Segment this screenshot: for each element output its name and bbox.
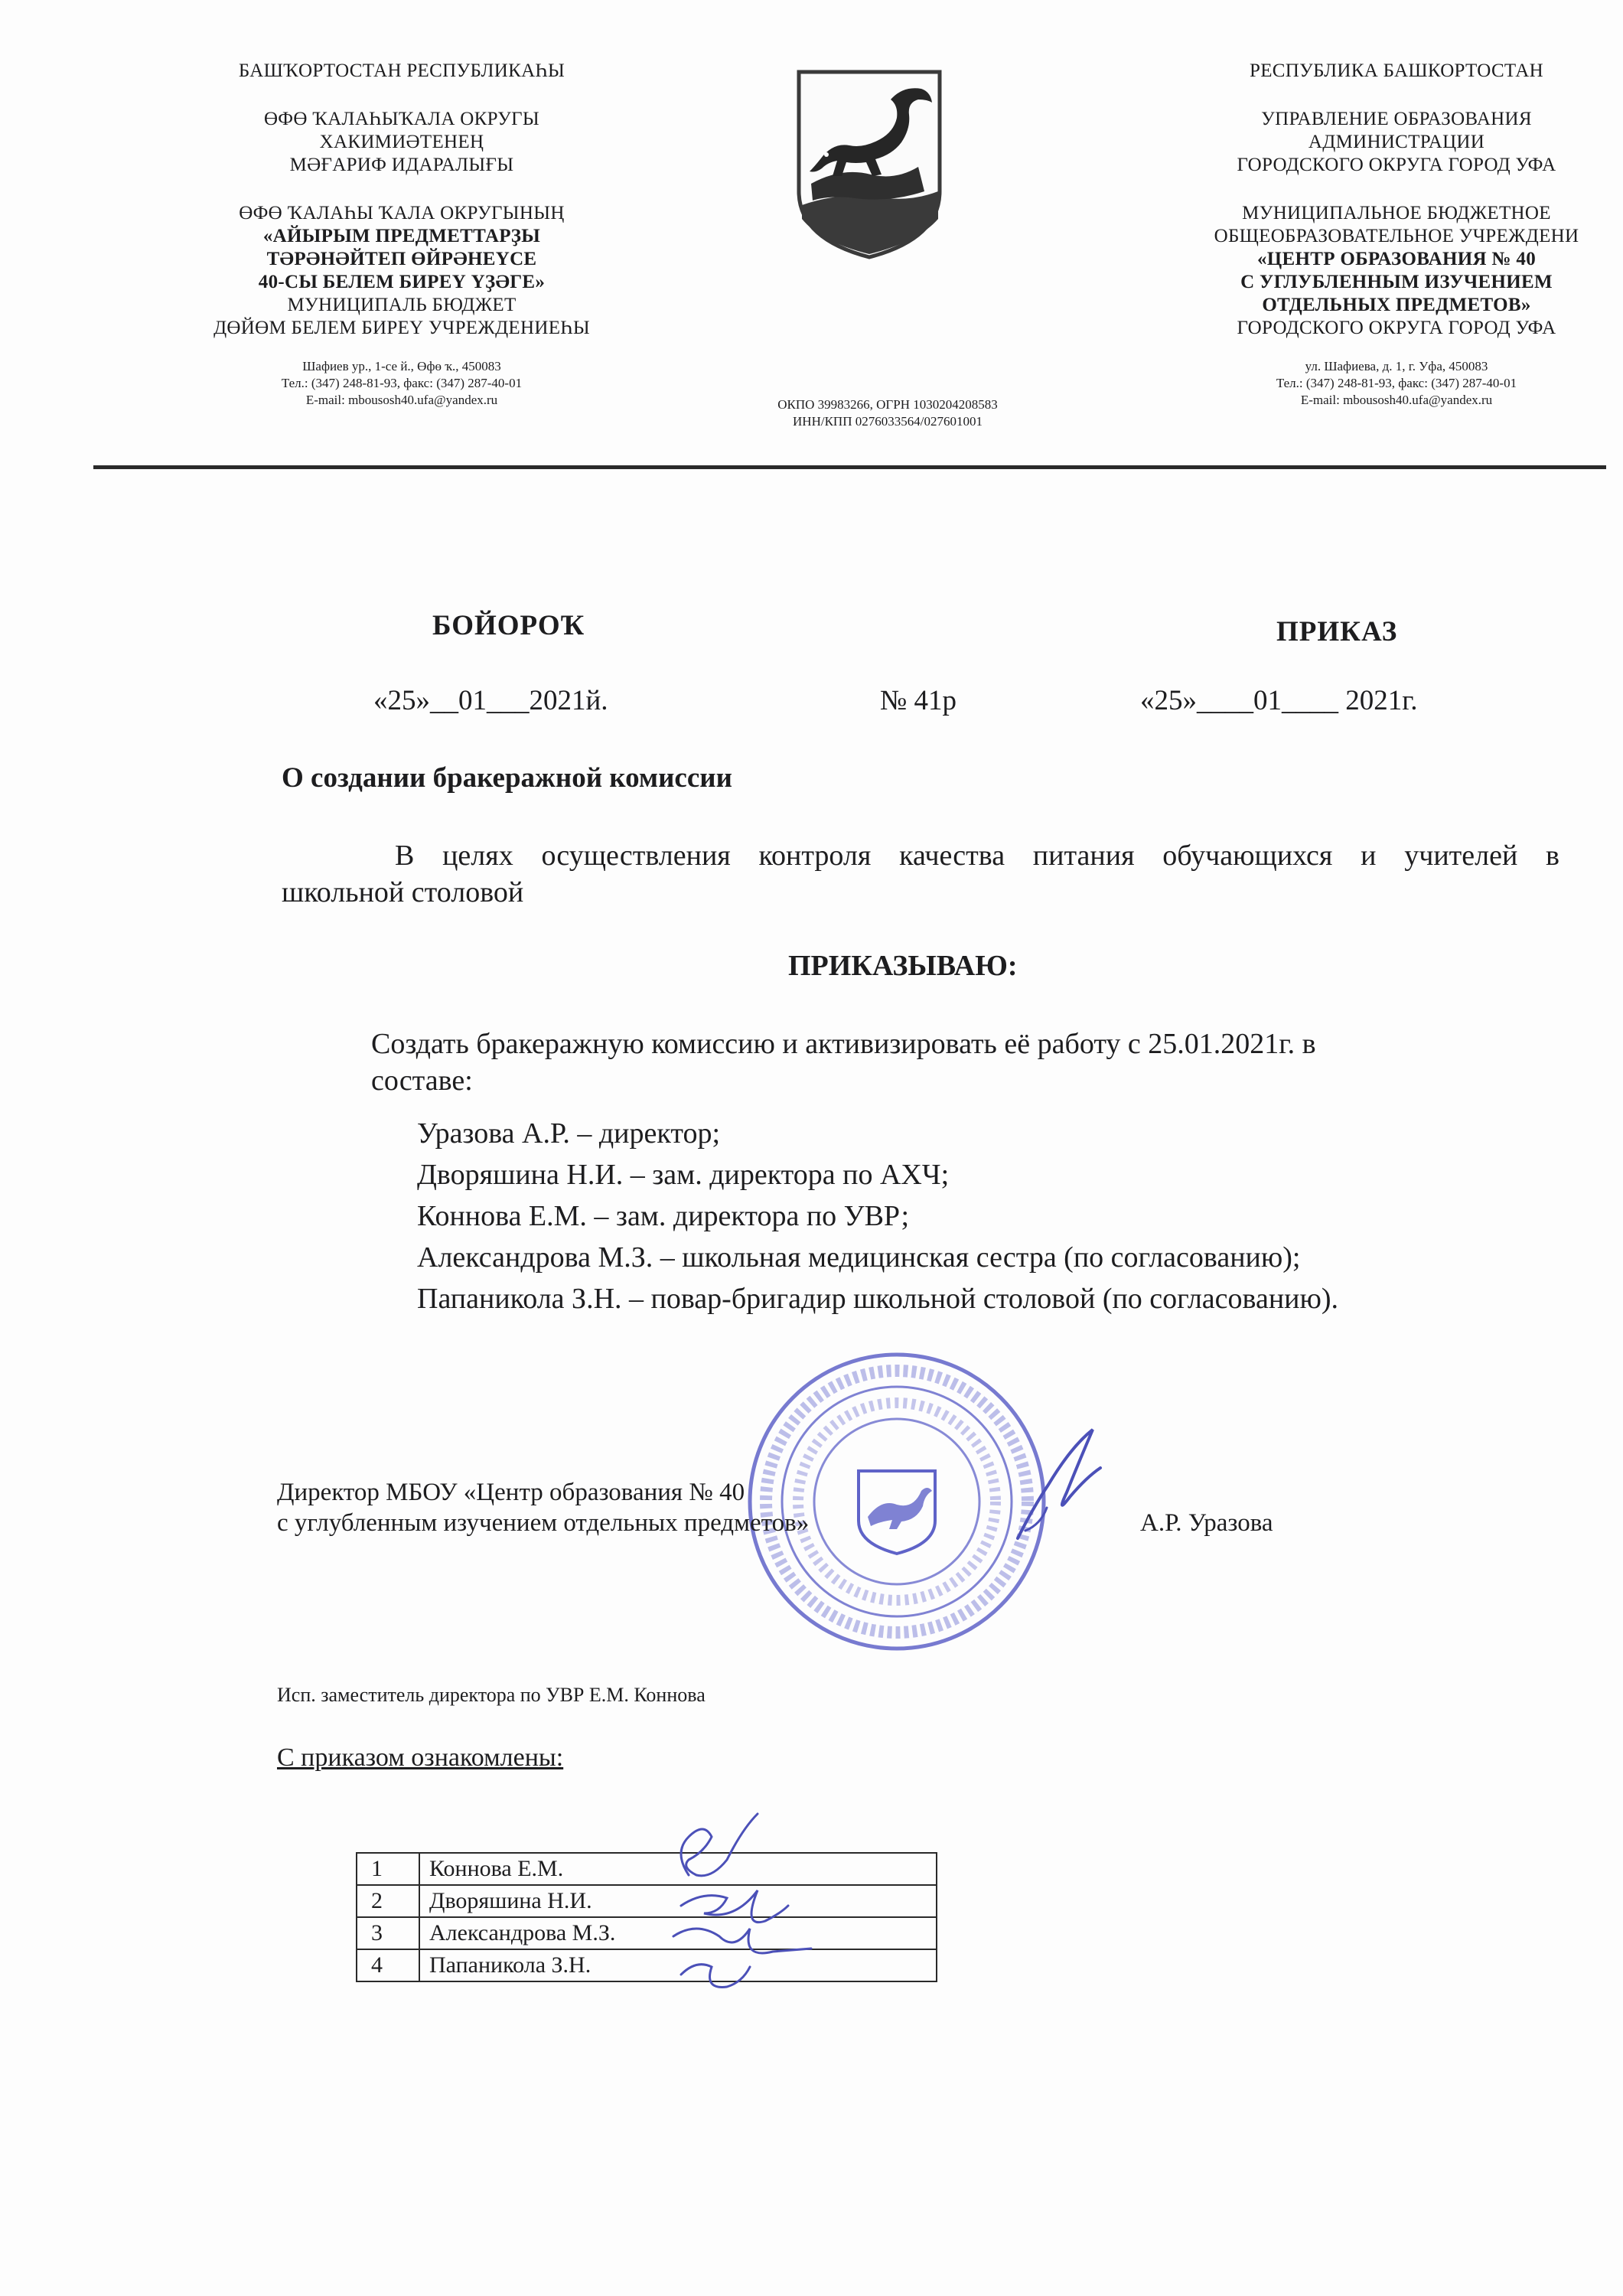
header-left-block bbox=[149, 60, 654, 409]
table-signatures-icon bbox=[658, 1806, 826, 2005]
header-right-line: «ЦЕНТР ОБРАЗОВАНИЯ № 40 bbox=[1256, 249, 1536, 269]
member-item: Коннова Е.М. – зам. директора по УВР; bbox=[417, 1200, 910, 1232]
table-row bbox=[357, 1949, 937, 1981]
header-right-phone: Тел.: (347) 248-81-93, факс: (347) 287-40-01 bbox=[1276, 376, 1517, 390]
row-number: 1 bbox=[357, 1853, 419, 1885]
header-right-line: УПРАВЛЕНИЕ ОБРАЗОВАНИЯ bbox=[1261, 109, 1532, 129]
header-left-phone: Тел.: (347) 248-81-93, факс: (347) 287-40-01 bbox=[281, 376, 523, 390]
row-name: Александрова М.З. bbox=[419, 1917, 937, 1949]
table-row bbox=[357, 1917, 937, 1949]
date-bashkir: «25»__01___2021й. bbox=[373, 685, 608, 716]
member-item: Папаникола З.Н. – повар-бригадир школьной столовой (по согласованию). bbox=[417, 1283, 1339, 1315]
header-center-requisites bbox=[712, 396, 1064, 430]
header-right-block bbox=[1182, 60, 1611, 409]
title-russian: ПРИКАЗ bbox=[1276, 616, 1398, 647]
member-item: Дворяшина Н.И. – зам. директора по АХЧ; bbox=[417, 1159, 950, 1191]
order-word: ПРИКАЗЫВАЮ: bbox=[788, 950, 1018, 982]
header-right-line: ОБЩЕОБРАЗОВАТЕЛЬНОЕ УЧРЕЖДЕНИ bbox=[1214, 226, 1579, 246]
header-left-line: ХАКИМИӘТЕНЕҢ bbox=[319, 132, 484, 152]
header-right-address: ул. Шафиева, д. 1, г. Уфа, 450083 bbox=[1305, 359, 1488, 373]
row-name: Дворяшина Н.И. bbox=[419, 1885, 937, 1917]
order-number: № 41р bbox=[880, 685, 957, 716]
title-bashkir: БОЙОРОҠ bbox=[432, 610, 585, 641]
row-name: Папаникола З.Н. bbox=[419, 1949, 937, 1981]
inn-kpp: ИНН/КПП 0276033564/027601001 bbox=[793, 414, 983, 429]
order-line: Создать бракеражную комиссию и активизировать её работу с 25.01.2021г. в bbox=[371, 1028, 1316, 1060]
order-body bbox=[371, 1026, 1565, 1099]
member-item: Уразова А.Р. – директор; bbox=[417, 1117, 721, 1150]
handwritten-signature-icon bbox=[1002, 1424, 1117, 1546]
header-divider bbox=[93, 465, 1606, 469]
header-right-line: С УГЛУБЛЕННЫМ ИЗУЧЕНИЕМ bbox=[1240, 272, 1553, 292]
preamble bbox=[282, 837, 1559, 911]
header-left-line: ДӨЙӨМ БЕЛЕМ БИРЕҮ УЧРЕЖДЕНИЕҺЫ bbox=[213, 318, 590, 338]
header-left-address: Шафиев ур., 1-се й., Өфө ҡ., 450083 bbox=[302, 359, 501, 373]
signature-position bbox=[277, 1477, 809, 1538]
row-name: Коннова Е.М. bbox=[419, 1853, 937, 1885]
acquainted-table bbox=[356, 1852, 937, 1982]
order-line: составе: bbox=[371, 1065, 473, 1097]
header-left-line: 40-СЫ БЕЛЕМ БИРЕҮ ҮҘӘГЕ» bbox=[258, 272, 546, 292]
header-right-line: ГОРОДСКОГО ОКРУГА ГОРОД УФА bbox=[1237, 318, 1556, 338]
table-row bbox=[357, 1885, 937, 1917]
header-left-line: ӨФӨ ҠАЛАҺЫҠАЛА ОКРУГЫ bbox=[263, 109, 540, 129]
signer-name: А.Р. Уразова bbox=[1140, 1509, 1273, 1537]
okpo-ogrn: ОКПО 39983266, ОГРН 1030204208583 bbox=[777, 397, 998, 412]
executor-note: Исп. заместитель директора по УВР Е.М. Коннова bbox=[277, 1684, 706, 1706]
signer-position-line: с углубленным изучением отдельных предметов» bbox=[277, 1509, 810, 1537]
preamble-line: школьной столовой bbox=[282, 876, 524, 908]
table-row bbox=[357, 1853, 937, 1885]
date-russian: «25»____01____ 2021г. bbox=[1140, 685, 1418, 716]
row-number: 3 bbox=[357, 1917, 419, 1949]
row-number: 2 bbox=[357, 1885, 419, 1917]
header-right-line: АДМИНИСТРАЦИИ bbox=[1308, 132, 1485, 152]
order-subject: О создании бракеражной комиссии bbox=[282, 762, 732, 794]
row-number: 4 bbox=[357, 1949, 419, 1981]
header-right-line: ГОРОДСКОГО ОКРУГА ГОРОД УФА bbox=[1237, 155, 1556, 175]
acquainted-heading: С приказом ознакомлены: bbox=[277, 1743, 564, 1772]
header-right-line: ОТДЕЛЬНЫХ ПРЕДМЕТОВ» bbox=[1262, 295, 1531, 315]
header-left-line: МӘҒАРИФ ИДАРАЛЫҒЫ bbox=[289, 155, 514, 175]
header-left-line: МУНИЦИПАЛЬ БЮДЖЕТ bbox=[287, 295, 517, 315]
header-right-line: МУНИЦИПАЛЬНОЕ БЮДЖЕТНОЕ bbox=[1242, 203, 1551, 223]
header-left-line: «АЙЫРЫМ ПРЕДМЕТТАРҘЫ bbox=[262, 226, 541, 246]
preamble-line: В целях осуществления контроля качества питания обучающихся и учителей в bbox=[395, 840, 1559, 872]
signer-position-line: Директор МБОУ «Центр образования № 40 bbox=[277, 1479, 745, 1506]
header-left-line: БАШҠОРТОСТАН РЕСПУБЛИКАҺЫ bbox=[238, 60, 565, 81]
header-left-line: ӨФӨ ҠАЛАҺЫ ҠАЛА ОКРУГЫНЫҢ bbox=[239, 203, 565, 223]
header-right-email: E-mail: mbousosh40.ufa@yandex.ru bbox=[1300, 393, 1493, 407]
member-item: Александрова М.З. – школьная медицинская сестра (по согласованию); bbox=[417, 1241, 1301, 1274]
members-list bbox=[417, 1113, 1338, 1319]
header-left-email: E-mail: mbousosh40.ufa@yandex.ru bbox=[305, 393, 498, 407]
header-right-line: РЕСПУБЛИКА БАШКОРТОСТАН bbox=[1250, 60, 1543, 81]
ufa-coat-of-arms-icon bbox=[796, 69, 943, 260]
header-left-line: ТӘРӘНӘЙТЕП ӨЙРӘНЕҮСЕ bbox=[266, 249, 537, 269]
